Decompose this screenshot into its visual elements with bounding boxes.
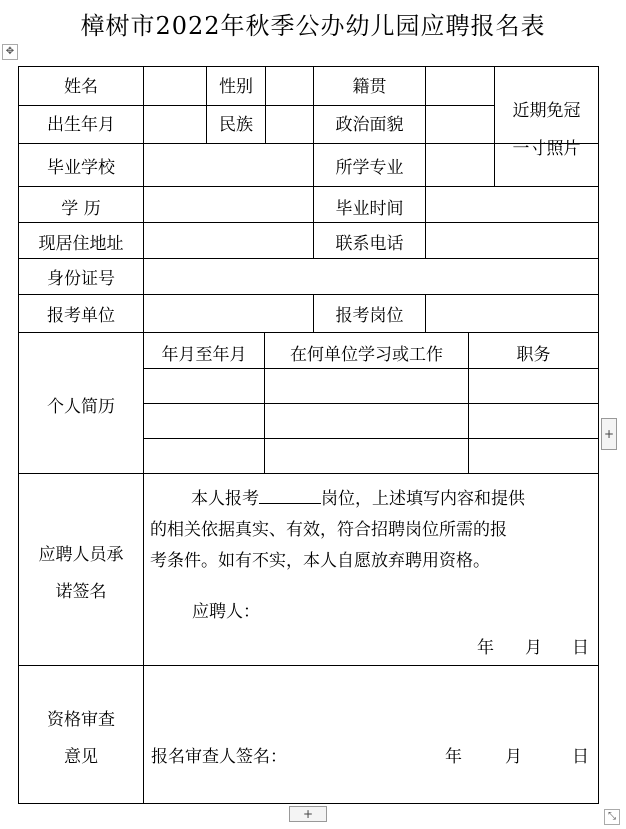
label-address: 现居住地址 — [38, 234, 124, 254]
review-signer: 报名审查人签名： — [151, 747, 287, 767]
photo-label-line2: 一寸照片 — [512, 139, 581, 159]
label-apply-position: 报考岗位 — [335, 306, 404, 326]
label-major: 所学专业 — [335, 158, 404, 178]
label-native-place: 籍贯 — [352, 77, 387, 97]
pledge-label-line1: 应聘人员承 — [38, 545, 124, 565]
label-name: 姓名 — [64, 77, 98, 97]
resume-col-period: 年月至年月 — [161, 345, 247, 365]
label-resume: 个人简历 — [47, 397, 115, 417]
label-graduation-time: 毕业时间 — [335, 199, 404, 219]
label-birth-date: 出生年月 — [47, 115, 115, 135]
review-day: 日 — [572, 747, 589, 767]
pledge-text-before: 本人报考 — [191, 489, 259, 509]
review-year: 年 — [445, 747, 462, 767]
table-move-handle-icon[interactable]: ✥ — [2, 44, 18, 60]
label-education: 学 历 — [61, 199, 101, 219]
label-ethnicity: 民族 — [219, 115, 253, 135]
label-apply-unit: 报考单位 — [47, 306, 115, 326]
label-school: 毕业学校 — [47, 158, 115, 178]
review-label-line2: 意见 — [64, 747, 98, 767]
pledge-position-blank — [259, 485, 321, 504]
review-label-line1: 资格审查 — [47, 710, 115, 730]
pledge-year: 年 — [477, 638, 494, 658]
pledge-text — [150, 484, 595, 577]
pledge-day: 日 — [572, 638, 589, 658]
label-political-status: 政治面貌 — [335, 115, 404, 135]
pledge-label-line2: 诺签名 — [55, 582, 107, 602]
review-month: 月 — [505, 747, 522, 767]
add-column-button[interactable]: + — [601, 418, 617, 450]
label-id-number: 身份证号 — [47, 269, 115, 289]
label-phone: 联系电话 — [335, 234, 404, 254]
pledge-text-after: 岗位，上述填写内容和提供 — [321, 489, 525, 509]
resume-col-role: 职务 — [516, 345, 551, 365]
pledge-line3: 考条件。如有不实，本人自愿放弃聘用资格。 — [150, 551, 490, 571]
label-gender: 性别 — [219, 77, 253, 97]
resume-col-unit: 在何单位学习或工作 — [290, 345, 443, 365]
pledge-signer: 应聘人： — [192, 602, 260, 622]
photo-label-line1: 近期免冠 — [512, 101, 581, 121]
pledge-month: 月 — [525, 638, 542, 658]
form-title: 樟树市2022年秋季公办幼儿园应聘报名表 — [80, 12, 546, 40]
table-resize-icon[interactable]: ⤡ — [604, 809, 620, 825]
add-row-button[interactable]: + — [289, 806, 327, 822]
pledge-line2: 的相关依据真实、有效，符合招聘岗位所需的报 — [150, 520, 507, 540]
